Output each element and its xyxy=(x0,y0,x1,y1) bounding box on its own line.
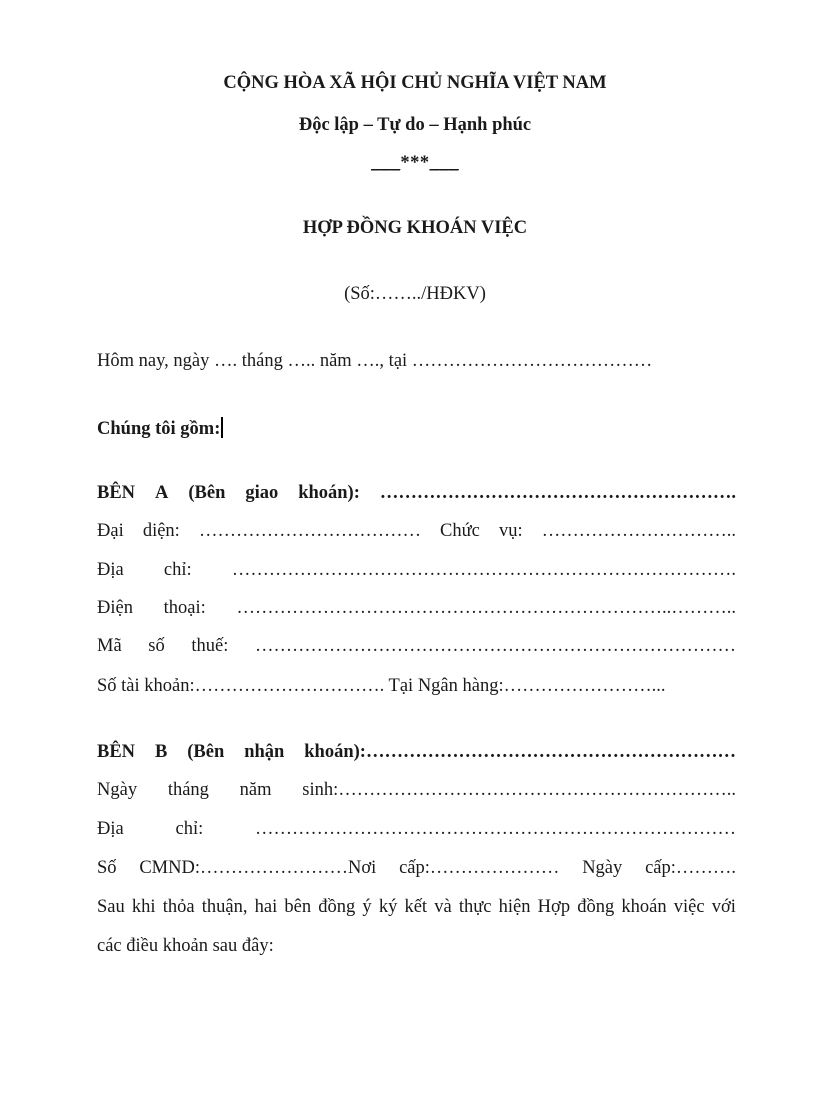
word: với xyxy=(711,897,736,917)
word: ký xyxy=(378,897,398,917)
word: cấp:………. xyxy=(645,858,736,878)
word: thực xyxy=(458,897,492,917)
word: Ngày xyxy=(582,858,623,878)
word: chỉ: xyxy=(163,560,192,580)
word: bên xyxy=(284,897,312,917)
party-a-address xyxy=(97,560,736,581)
word: nhận xyxy=(244,742,285,762)
party-a-representative xyxy=(97,521,736,542)
word: kết xyxy=(404,897,428,917)
nation-heading: CỘNG HÒA XÃ HỘI CHỦ NGHĨA VIỆT NAM xyxy=(223,73,607,93)
party-a-heading xyxy=(97,483,736,504)
word: (Bên xyxy=(187,742,225,762)
word: ……………………………………………………………..……….. xyxy=(236,598,736,618)
word: ………………………….. xyxy=(541,521,736,541)
party-b-date-of-birth xyxy=(97,780,736,801)
word: và xyxy=(434,897,452,917)
party-a-bank-account: Số tài khoản:…………………………. Tại Ngân hàng:……………………... xyxy=(97,676,666,696)
word: …………………………………………………………………… xyxy=(255,636,736,656)
word: BÊN xyxy=(97,742,136,762)
separator-left: ___ xyxy=(371,153,401,173)
word: CMND:……………………Nơi xyxy=(139,858,377,878)
word: giao xyxy=(245,483,279,503)
word: cấp:………………… xyxy=(399,858,560,878)
word: ý xyxy=(362,897,372,917)
word: thoại: xyxy=(163,598,206,618)
word: thỏa xyxy=(162,897,195,917)
agreement-line-2: các điều khoản sau đây: xyxy=(97,936,274,956)
party-b-heading xyxy=(97,742,736,763)
word: tháng xyxy=(167,780,209,800)
word: ……………………………… xyxy=(198,521,421,541)
word: Sau xyxy=(97,897,125,917)
word: B xyxy=(154,742,168,762)
party-a-phone xyxy=(97,598,736,619)
word: Địa xyxy=(97,560,124,580)
party-b-id-card xyxy=(97,858,736,879)
word: Địa xyxy=(97,819,124,839)
word: hiện xyxy=(498,897,531,917)
word: …………………………………………………. xyxy=(379,483,736,503)
word: hai xyxy=(254,897,278,917)
motto: Độc lập – Tự do – Hạnh phúc xyxy=(298,115,532,135)
word: chỉ: xyxy=(175,819,204,839)
parties-heading[interactable] xyxy=(97,417,736,440)
text-cursor xyxy=(221,417,223,438)
word: số xyxy=(148,636,165,656)
word: Đại xyxy=(97,521,124,541)
word: ………………………………………………………………………. xyxy=(231,560,736,580)
word: đồng xyxy=(318,897,356,917)
party-a-tax-code xyxy=(97,636,736,657)
word: sinh:……………………………………………………….. xyxy=(302,780,736,800)
word: thuế: xyxy=(191,636,229,656)
word: khoán):…………………………………………………… xyxy=(304,742,736,762)
separator-mid: *** xyxy=(400,153,430,173)
word: việc xyxy=(673,897,705,917)
word: …………………………………………………………………… xyxy=(255,819,736,839)
contract-number: (Số:……../HĐKV) xyxy=(344,284,486,304)
word: đồng xyxy=(577,897,615,917)
word: diện: xyxy=(142,521,180,541)
word: khi xyxy=(131,897,156,917)
word: thuận, xyxy=(201,897,248,917)
contract-title: HỢP ĐỒNG KHOÁN VIỆC xyxy=(302,218,528,238)
word: Số xyxy=(97,858,117,878)
word: Hợp xyxy=(537,897,571,917)
word: Mã xyxy=(97,636,122,656)
word: Ngày xyxy=(97,780,138,800)
word: khoán): xyxy=(298,483,360,503)
parties-heading-text: Chúng tôi gồm: xyxy=(97,419,221,439)
agreement-line-1 xyxy=(97,897,736,918)
word: A xyxy=(155,483,169,503)
header-separator xyxy=(0,153,830,174)
word: Chức xyxy=(440,521,480,541)
word: năm xyxy=(239,780,272,800)
party-b-address xyxy=(97,819,736,840)
word: vụ: xyxy=(498,521,523,541)
date-location-line: Hôm nay, ngày …. tháng ….. năm …., tại ………………………………… xyxy=(97,351,653,371)
word: (Bên xyxy=(188,483,226,503)
word: Điện xyxy=(97,598,133,618)
separator-right: ___ xyxy=(429,153,459,173)
word: khoán xyxy=(621,897,667,917)
word: BÊN xyxy=(97,483,136,503)
